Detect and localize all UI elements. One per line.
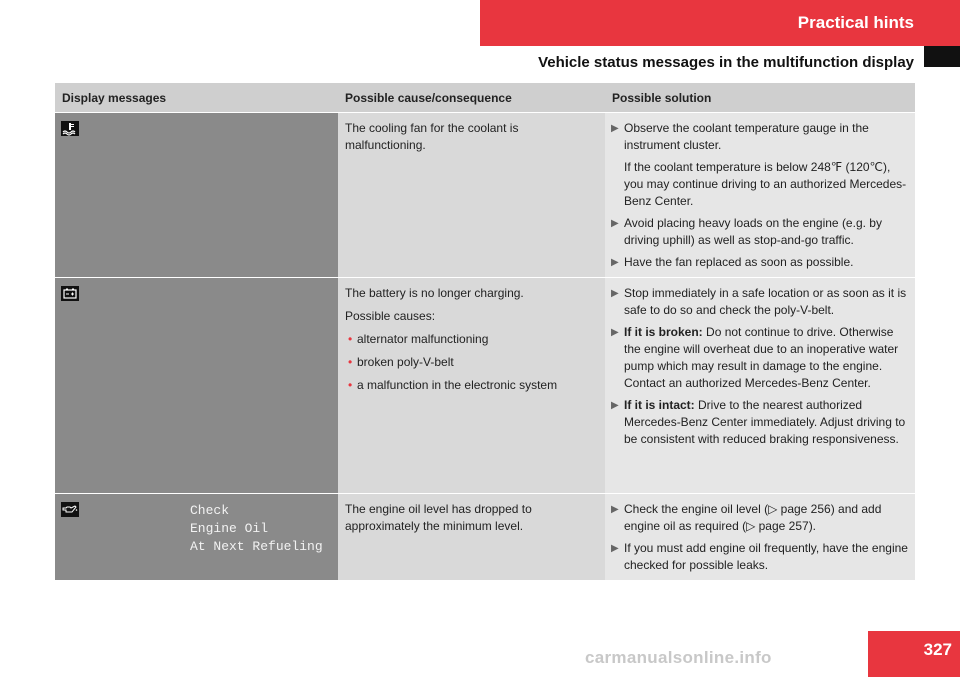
solution-step: ▶ Stop immediately in a safe location or as soon as it is safe to do so and check the poly-V-belt. (611, 286, 907, 317)
cause-text: The cooling fan for the coolant is malfunctioning. (345, 121, 519, 152)
solution-step: ▶ Check the engine oil level (▷ page 256) and add engine oil as required (▷ page 257). (611, 502, 882, 533)
coolant-temperature-icon (61, 121, 79, 141)
solution-step: ▶ Observe the coolant temperature gauge in the instrument cluster. (611, 121, 869, 152)
arrow-right-icon: ▶ (611, 257, 619, 268)
arrow-right-icon: ▶ (611, 327, 619, 338)
table-row (55, 113, 915, 277)
solution-step: ▶ If you must add engine oil frequently, have the engine checked for possible leaks. (611, 541, 908, 572)
cause-cell (338, 494, 605, 580)
page-edge-marker (924, 46, 960, 67)
cause-text: The battery is no longer charging. (345, 286, 524, 300)
arrow-right-icon: ▶ (611, 400, 619, 411)
arrow-right-icon: ▶ (611, 504, 619, 515)
section-title: Practical hints (797, 13, 914, 32)
solution-step: ▶ Have the fan replaced as soon as possible. (611, 255, 854, 269)
cause-text: The engine oil level has dropped to approximately the minimum level. (345, 502, 532, 533)
oil-can-icon (61, 502, 79, 522)
cause-label: Possible causes: (345, 309, 436, 323)
cause-item: • alternator malfunctioning (345, 331, 598, 348)
solution-cell (605, 113, 915, 277)
display-cell (55, 494, 338, 580)
solution-step: ▶ Avoid placing heavy loads on the engine (e.g. by driving uphill) as well as stop-and-go traffic. (611, 216, 882, 247)
table-header (55, 83, 915, 112)
arrow-right-icon: ▶ (611, 123, 619, 134)
solution-step: ▶ If it is broken: Do not continue to drive. Otherwise the engine will overheat due to an inoperative water pump which may result in damage to the engine. Contact an authorized Mercedes-Benz Center. (611, 325, 899, 390)
table-row (55, 494, 915, 580)
cause-cell (338, 278, 605, 493)
column-header: Possible solution (612, 91, 712, 105)
display-message: Check Engine Oil At Next Refueling (190, 503, 323, 554)
arrow-right-icon: ▶ (611, 218, 619, 229)
page-number: 327 (923, 640, 952, 659)
column-header: Display messages (62, 91, 167, 105)
solution-step: ▶ If it is intact: Drive to the nearest authorized Mercedes-Benz Center immediately. Adjust driving to be consistent with reduced braking responsiveness. (611, 398, 906, 446)
watermark: carmanualsonline.info (585, 648, 772, 667)
column-header: Possible cause/consequence (345, 91, 512, 105)
cause-item: • a malfunction in the electronic system (345, 377, 598, 394)
arrow-right-icon: ▶ (611, 288, 619, 299)
battery-icon (61, 286, 79, 306)
display-cell (55, 278, 338, 493)
chapter-title: Vehicle status messages in the multifunction display (538, 54, 914, 71)
cause-cell (338, 113, 605, 277)
table-row (55, 278, 915, 493)
solution-cell (605, 494, 915, 580)
arrow-right-icon: ▶ (611, 543, 619, 554)
solution-note: If the coolant temperature is below 248℉ (120℃), you may continue driving to an authorized Mercedes-Benz Center. (624, 160, 907, 208)
display-cell (55, 113, 338, 277)
status-message-table (55, 83, 915, 580)
solution-cell (605, 278, 915, 493)
cause-item: • broken poly-V-belt (345, 354, 598, 371)
